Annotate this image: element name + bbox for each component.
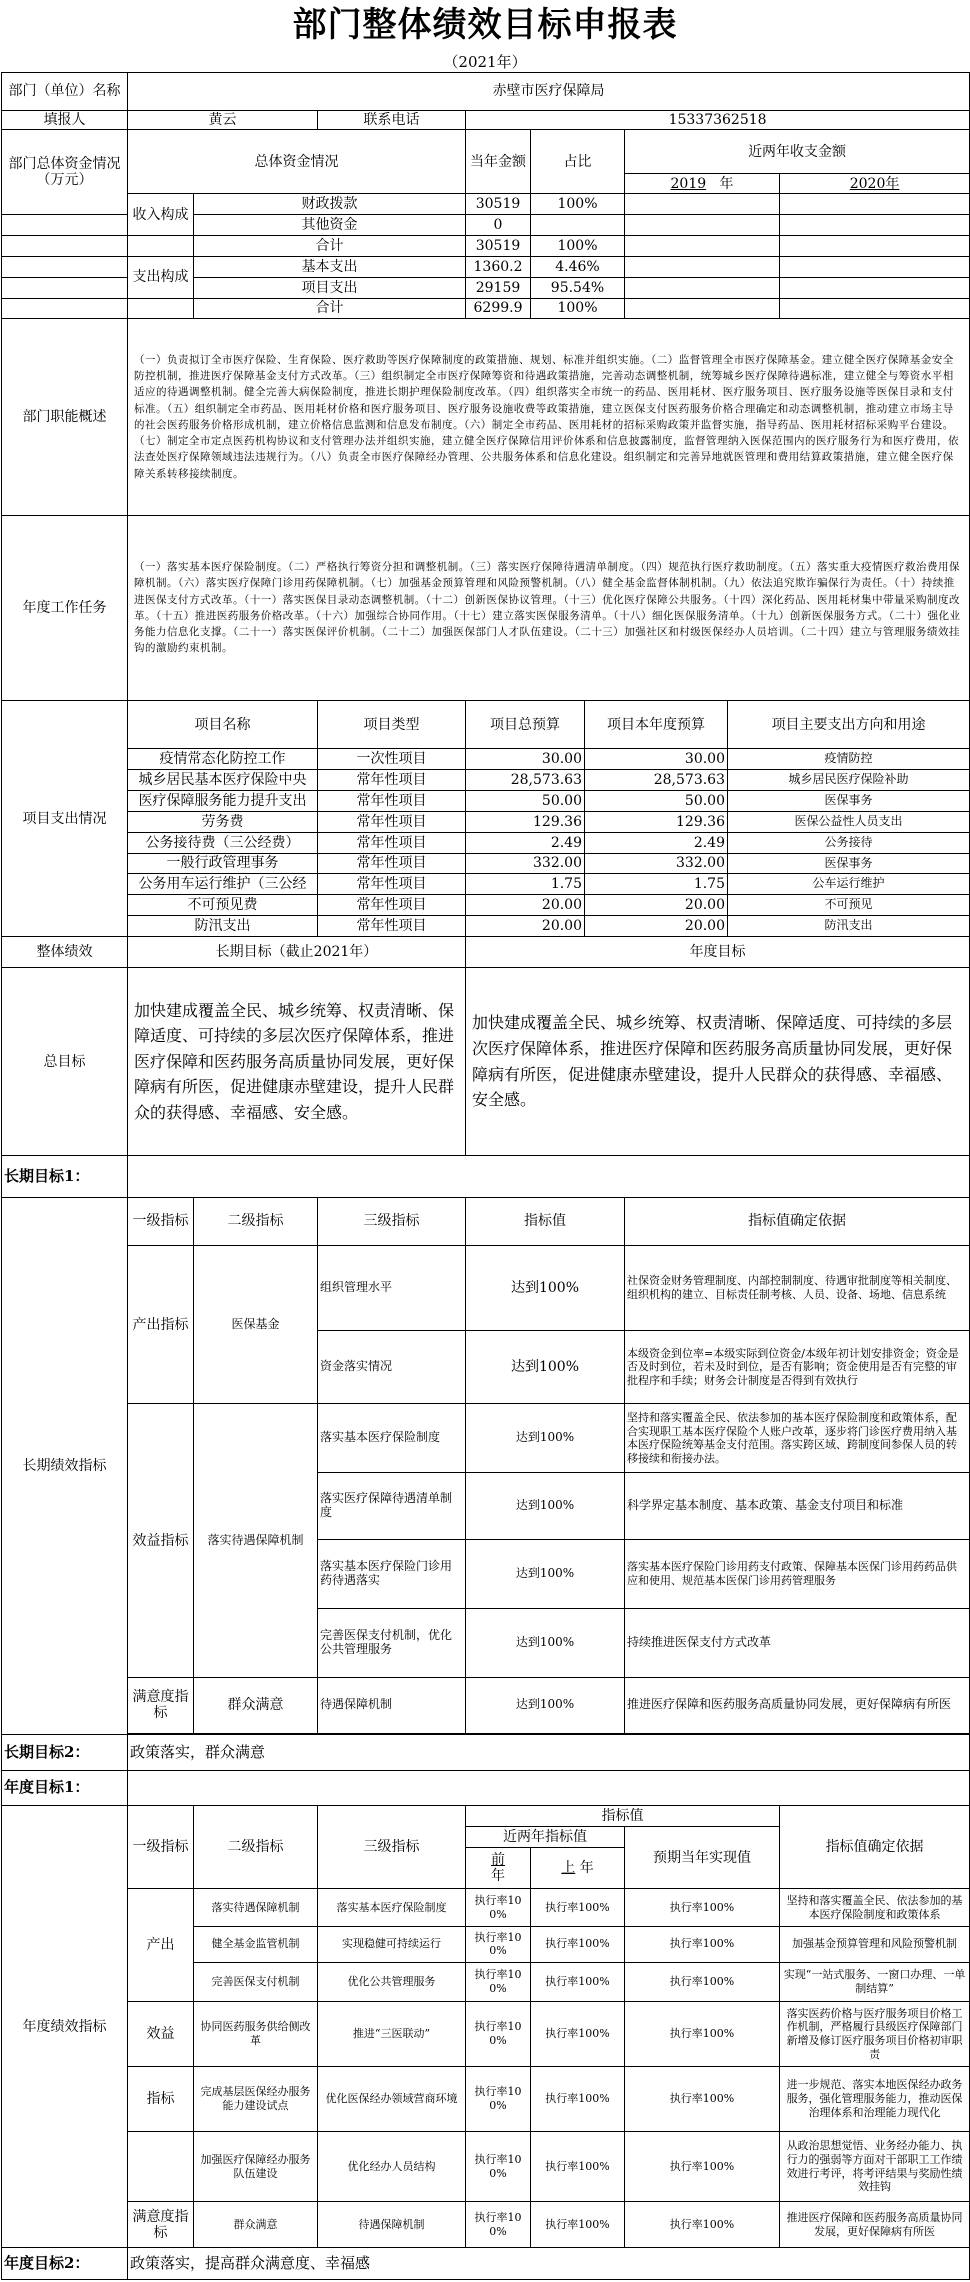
basic-label: 基本支出 [194, 256, 466, 277]
annual-expected: 执行率100% [625, 1889, 780, 1927]
project-label: 项目支出 [194, 277, 466, 298]
annual-goal-text: 加快建成覆盖全民、城乡统筹、权责清晰、保障适度、可持续的多层次医疗保障体系，推进医疗保障和医药服务高质量协同发展，更好保障病有所医，促进健康赤壁建设，提升人民群众的获得感、幸福感、安全感。 [466, 968, 970, 1156]
annual-header-l3: 三级指标 [318, 1806, 466, 1889]
annual-header-recent: 近两年指标值 [466, 1826, 625, 1847]
project-name: 公务接待费（三公经费） [128, 832, 318, 853]
project-total: 2.49 [466, 832, 585, 853]
long-perf-header-l3: 三级指标 [318, 1197, 466, 1245]
overall-annual-label: 年度目标 [466, 936, 970, 967]
report-table [1, 72, 970, 2280]
project-name: 一般行政管理事务 [128, 853, 318, 874]
annual-l3: 优化医保经办领域营商环境 [318, 2066, 466, 2131]
annual-prev: 执行率100% [466, 2066, 531, 2131]
phone-label: 联系电话 [318, 110, 466, 130]
income-total-label: 合计 [194, 235, 466, 256]
annual-basis: 落实医药价格与医疗服务项目价格工作机制，严格履行县级医疗保障部门新增及修订医疗服务项目价格初审职责 [780, 2002, 970, 2067]
long-output-l3: 资金落实情况 [318, 1331, 466, 1404]
long-benefit-label: 效益指标 [128, 1404, 194, 1677]
annual-basis: 加强基金预算管理和风险预警机制 [780, 1927, 970, 1962]
long-goal1-label: 长期目标1： [2, 1156, 128, 1198]
annual-expected: 执行率100% [625, 2066, 780, 2131]
reporter-label: 填报人 [2, 110, 128, 130]
annual-l2: 完善医保支付机制 [194, 1962, 318, 2002]
income-total: 30519 [466, 235, 531, 256]
project-total: 20.00 [466, 895, 585, 916]
duties-label: 部门职能概述 [2, 319, 128, 515]
long-perf-header-basis: 指标值确定依据 [625, 1197, 970, 1245]
long-satis-l3: 待遇保障机制 [318, 1677, 466, 1733]
annual-perf-label: 年度绩效指标 [2, 1806, 128, 2248]
basic-ratio: 4.46% [531, 256, 625, 277]
annual-last: 执行率100% [531, 2066, 625, 2131]
project-year: 20.00 [585, 895, 728, 916]
annual-last: 执行率100% [531, 1889, 625, 1927]
other-amount: 0 [466, 215, 531, 236]
project-name: 防汛支出 [128, 916, 318, 937]
project-total: 20.00 [466, 916, 585, 937]
annual-expected: 执行率100% [625, 1927, 780, 1962]
annual-l3: 优化经办人员结构 [318, 2131, 466, 2202]
annual-prev: 执行率100% [466, 2202, 531, 2248]
projects-label: 项目支出情况 [2, 701, 128, 937]
annual-header-prev-year: 年 [491, 1868, 505, 1885]
fiscal-amount: 30519 [466, 194, 531, 215]
funds-ratio-label: 占比 [531, 130, 625, 194]
reporter-value: 黄云 [128, 110, 318, 130]
long-benefit-l2: 落实待遇保障机制 [194, 1404, 318, 1677]
annual-header-l1: 一级指标 [128, 1806, 194, 1889]
annual-l2: 加强医疗保障经办服务队伍建设 [194, 2131, 318, 2202]
annual-l3: 优化公共管理服务 [318, 1962, 466, 2002]
income-total-ratio: 100% [531, 235, 625, 256]
project-name: 城乡居民基本医疗保险中央 [128, 770, 318, 791]
long-satis-basis: 推进医疗保障和医药服务高质量协同发展，更好保障病有所医 [625, 1677, 970, 1733]
long-goal2-text: 政策落实，群众满意 [128, 1735, 970, 1770]
tasks-label: 年度工作任务 [2, 515, 128, 701]
annual-last: 执行率100% [531, 2131, 625, 2202]
project-total: 50.00 [466, 790, 585, 811]
funds-year2: 2020年 [849, 175, 900, 192]
overall-long-label: 长期目标（截止2021年） [128, 936, 466, 967]
annual-header-last-year: 年 [579, 1860, 594, 1877]
annual-expected: 执行率100% [625, 1962, 780, 2002]
project-use: 医保事务 [728, 790, 970, 811]
long-output-l3: 组织管理水平 [318, 1245, 466, 1331]
project-use: 防汛支出 [728, 916, 970, 937]
long-benefit-value: 达到100% [466, 1473, 625, 1540]
long-benefit-basis: 科学界定基本制度、基本政策、基金支付项目和标准 [625, 1473, 970, 1540]
long-goal-text: 加快建成覆盖全民、城乡统筹、权责清晰、保障适度、可持续的多层次医疗保障体系，推进医疗保障和医药服务高质量协同发展，更好保障病有所医，促进健康赤壁建设，提升人民群众的获得感、幸福感、安全感。 [128, 968, 466, 1156]
annual-basis: 实现“一站式服务、一窗口办理、一单制结算” [780, 1962, 970, 2002]
annual-l3: 实现稳健可持续运行 [318, 1927, 466, 1962]
basic-amount: 1360.2 [466, 256, 531, 277]
project-use: 公务接待 [728, 832, 970, 853]
long-benefit-value: 达到100% [466, 1404, 625, 1473]
annual-prev: 执行率100% [466, 1927, 531, 1962]
project-total: 28,573.63 [466, 770, 585, 791]
project-use: 公车运行维护 [728, 874, 970, 895]
funds-recent-label: 近两年收支金额 [625, 130, 970, 174]
long-satis-label: 满意度指标 [128, 1677, 194, 1733]
annual-basis: 推进医疗保障和医药服务高质量协同发展，更好保障病有所医 [780, 2202, 970, 2248]
project-type: 常年性项目 [318, 770, 466, 791]
projects-header-type: 项目类型 [318, 701, 466, 749]
project-use: 城乡居民医疗保险补助 [728, 770, 970, 791]
project-year: 20.00 [585, 916, 728, 937]
annual-basis: 坚持和落实覆盖全民、依法参加的基本医疗保险制度和政策体系 [780, 1889, 970, 1927]
project-name: 疫情常态化防控工作 [128, 749, 318, 770]
project-year: 1.75 [585, 874, 728, 895]
funds-label: 部门总体资金情况（万元） [2, 130, 128, 215]
annual-header-l2: 二级指标 [194, 1806, 318, 1889]
project-type: 常年性项目 [318, 811, 466, 832]
fiscal-ratio: 100% [531, 194, 625, 215]
long-benefit-l3: 落实基本医疗保险制度 [318, 1404, 466, 1473]
annual-basis: 进一步规范、落实本地医保经办政务服务，强化管理服务能力，推动医保治理体系和治理能力现代化 [780, 2066, 970, 2131]
project-type: 常年性项目 [318, 832, 466, 853]
project-name: 公务用车运行维护（三公经 [128, 874, 318, 895]
expense-total-ratio: 100% [531, 298, 625, 319]
page-title: 部门整体绩效目标申报表 [292, 5, 678, 45]
project-year: 28,573.63 [585, 770, 728, 791]
annual-l2: 落实待遇保障机制 [194, 1889, 318, 1927]
annual-l2: 健全基金监管机制 [194, 1927, 318, 1962]
project-total: 30.00 [466, 749, 585, 770]
project-type: 常年性项目 [318, 874, 466, 895]
long-output-value: 达到100% [466, 1245, 625, 1331]
goal-label: 总目标 [2, 968, 128, 1156]
overall-label: 整体绩效 [2, 936, 128, 967]
annual-last: 执行率100% [531, 1962, 625, 2002]
annual-header-last: 上 [561, 1860, 576, 1877]
project-type: 一次性项目 [318, 749, 466, 770]
project-total: 1.75 [466, 874, 585, 895]
long-benefit-l3: 完善医保支付机制，优化公共管理服务 [318, 1608, 466, 1677]
annual-benefit-label: 效益 [128, 2002, 194, 2067]
long-benefit-value: 达到100% [466, 1540, 625, 1609]
expense-total-label: 合计 [194, 298, 466, 319]
long-perf-header-l1: 一级指标 [128, 1197, 194, 1245]
duties-text: （一）负责拟订全市医疗保险、生育保险、医疗救助等医疗保障制度的政策措施、规划、标准并组织实施。（二）监督管理全市医疗保障基金。建立健全医疗保障基金安全防控机制，推进医疗保障基金支付方式改革。（三）组织制定全市医疗保障筹资和待遇政策措施，完善动态调整机制，统筹城乡医疗保障待遇标准，建立健全与筹资水平相适应的待遇调整机制。健全完善大病保险制度，推进长期护理保险制度改革。（四）组织落实全市统一的药品、医用耗材、医疗服务项目、医疗服务设施等医保目录和支付标准。（五）组织制定全市药品、医用耗材价格和医疗服务项目、医疗服务设施收费等政策措施，建立医保支付医药服务价格合理确定和动态调整机制，推动建立市场主导的社会医药服务价格形成机制，建立价格信息监测和信息发布制度。（六）制定全市药品、医用耗材的招标采购政策并监督实施，指导药品、医用耗材招标采购平台建设。（七）制定全市定点医药机构协议和支付管理办法并组织实施，建立健全医疗保障信用评价体系和信息披露制度，监督管理纳入医保范围内的医疗服务行为和医疗费用，依法查处医疗保障领域违法违规行为。（八）负责全市医疗保障经办管理、公共服务体系和信息化建设。组织制定和完善异地就医管理和费用结算政策措施，建立健全医疗保障关系转移接续制度。 [128, 319, 970, 515]
long-benefit-l3: 落实基本医疗保险门诊用药待遇落实 [318, 1540, 466, 1609]
project-year: 50.00 [585, 790, 728, 811]
project-year: 129.36 [585, 811, 728, 832]
unit-value: 赤壁市医疗保障局 [128, 73, 970, 111]
annual-prev: 执行率100% [466, 2002, 531, 2067]
funds-amount-label: 当年金额 [466, 130, 531, 194]
project-year: 30.00 [585, 749, 728, 770]
annual-goal2-text: 政策落实，提高群众满意度、幸福感 [128, 2248, 970, 2280]
annual-l3: 落实基本医疗保险制度 [318, 1889, 466, 1927]
other-label: 其他资金 [194, 215, 466, 236]
project-type: 常年性项目 [318, 853, 466, 874]
unit-label: 部门（单位）名称 [2, 73, 128, 111]
annual-goal2-label: 年度目标2： [2, 2248, 128, 2280]
long-benefit-l3: 落实医疗保障待遇清单制度 [318, 1473, 466, 1540]
long-output-label: 产出指标 [128, 1245, 194, 1404]
project-use: 不可预见 [728, 895, 970, 916]
project-year: 2.49 [585, 832, 728, 853]
project-year: 332.00 [585, 853, 728, 874]
report-year: （2021年） [443, 53, 527, 71]
annual-expected: 执行率100% [625, 2131, 780, 2202]
long-perf-header-l2: 二级指标 [194, 1197, 318, 1245]
expense-label: 支出构成 [128, 256, 194, 298]
project-name: 劳务费 [128, 811, 318, 832]
annual-prev: 执行率100% [466, 2131, 531, 2202]
annual-l2: 完成基层医保经办服务能力建设试点 [194, 2066, 318, 2131]
annual-header-value: 指标值 [466, 1806, 780, 1827]
annual-last: 执行率100% [531, 1927, 625, 1962]
annual-l3: 待遇保障机制 [318, 2202, 466, 2248]
long-benefit-basis: 落实基本医疗保险门诊用药支付政策、保障基本医保门诊用药药品供应和使用、规范基本医保门诊用药管理服务 [625, 1540, 970, 1609]
project-type: 常年性项目 [318, 790, 466, 811]
long-output-basis: 社保资金财务管理制度、内部控制制度、待遇审批制度等相关制度、组织机构的建立、目标责任制考核、人员、设备、场地、信息系统 [625, 1245, 970, 1331]
fiscal-label: 财政拨款 [194, 194, 466, 215]
project-name: 不可预见费 [128, 895, 318, 916]
annual-prev: 执行率100% [466, 1889, 531, 1927]
annual-basis: 从政治思想觉悟、业务经办能力、执行力的强弱等方面对干部职工工作绩效进行考评，将考评结果与奖励性绩效挂钩 [780, 2131, 970, 2202]
funds-year1-suffix: 年 [719, 175, 734, 192]
project-type: 常年性项目 [318, 916, 466, 937]
annual-header-basis: 指标值确定依据 [780, 1806, 970, 1889]
project-use: 医保公益性人员支出 [728, 811, 970, 832]
long-output-value: 达到100% [466, 1331, 625, 1404]
projects-header-use: 项目主要支出方向和用途 [728, 701, 970, 749]
annual-indicator-label: 指标 [128, 2066, 194, 2131]
annual-goal1-label: 年度目标1： [2, 1770, 128, 1805]
annual-expected: 执行率100% [625, 2202, 780, 2248]
long-satis-l2: 群众满意 [194, 1677, 318, 1733]
annual-last: 执行率100% [531, 2002, 625, 2067]
annual-l2: 群众满意 [194, 2202, 318, 2248]
long-output-l2: 医保基金 [194, 1245, 318, 1404]
project-total: 332.00 [466, 853, 585, 874]
annual-header-prev: 前 [491, 1852, 505, 1869]
income-label: 收入构成 [128, 194, 194, 236]
annual-header-expected: 预期当年实现值 [625, 1826, 780, 1889]
long-perf-header-value: 指标值 [466, 1197, 625, 1245]
long-benefit-basis: 持续推进医保支付方式改革 [625, 1608, 970, 1677]
projects-header-total: 项目总预算 [466, 701, 585, 749]
project-use: 疫情防控 [728, 749, 970, 770]
annual-output-label: 产出 [128, 1889, 194, 2002]
project-amount: 29159 [466, 277, 531, 298]
project-name: 医疗保障服务能力提升支出 [128, 790, 318, 811]
annual-satis-label: 满意度指标 [128, 2202, 194, 2248]
project-total: 129.36 [466, 811, 585, 832]
annual-prev: 执行率100% [466, 1962, 531, 2002]
long-satis-value: 达到100% [466, 1677, 625, 1733]
funds-total-label: 总体资金情况 [128, 130, 466, 194]
project-ratio: 95.54% [531, 277, 625, 298]
long-goal2-label: 长期目标2： [2, 1735, 128, 1770]
annual-l3: 推进“三医联动” [318, 2002, 466, 2067]
phone-value: 15337362518 [466, 110, 970, 130]
long-perf-label: 长期绩效指标 [2, 1197, 128, 1734]
annual-expected: 执行率100% [625, 2002, 780, 2067]
long-benefit-value: 达到100% [466, 1608, 625, 1677]
tasks-text: （一）落实基本医疗保险制度。（二）严格执行筹资分担和调整机制。（三）落实医疗保障待遇清单制度。（四）规范执行医疗救助制度。（五）落实重大疫情医疗救治费用保障机制。（六）落实医疗保障门诊用药保障机制。（七）加强基金预算管理和风险预警机制。（八）健全基金监督体制机制。（九）依法追究欺诈骗保行为责任。（十）持续推进医保支付方式改革。（十一）落实医保目录动态调整机制。（十二）创新医保协议管理。（十三）优化医疗保障公共服务。（十四）深化药品、医用耗材集中带量采购制度改革。（十五）推进医药服务价格改革。（十六）加强综合协同作用。（十七）建立落实医保服务清单。（十八）细化医保服务清单。（十九）创新医保服务方式。（二十）强化业务能力信息化支撑。（二十一）落实医保评价机制。（二十二）加强医保部门人才队伍建设。（二十三）加强社区和村级医保经办人员培训。（二十四）建立与管理服务绩效挂钩的激励约束机制。 [128, 515, 970, 701]
annual-last: 执行率100% [531, 2202, 625, 2248]
project-use: 医保事务 [728, 853, 970, 874]
project-type: 常年性项目 [318, 895, 466, 916]
annual-l2: 协同医药服务供给侧改革 [194, 2002, 318, 2067]
funds-year1: 2019 [670, 175, 707, 192]
long-benefit-basis: 坚持和落实覆盖全民、依法参加的基本医疗保险制度和政策体系，配合实现职工基本医疗保险个人账户改革，逐步将门诊医疗费用纳入基本医疗保险统筹基金支付范围。落实跨区域、跨制度间参保人员的转移接续和衔接办法。 [625, 1404, 970, 1473]
projects-header-year: 项目本年度预算 [585, 701, 728, 749]
projects-header-name: 项目名称 [128, 701, 318, 749]
expense-total: 6299.9 [466, 298, 531, 319]
long-output-basis: 本级资金到位率=本级实际到位资金/本级年初计划安排资金；资金是否及时到位，若未及时到位，是否有影响；资金使用是否有完整的审批程序和手续；财务会计制度是否得到有效执行 [625, 1331, 970, 1404]
